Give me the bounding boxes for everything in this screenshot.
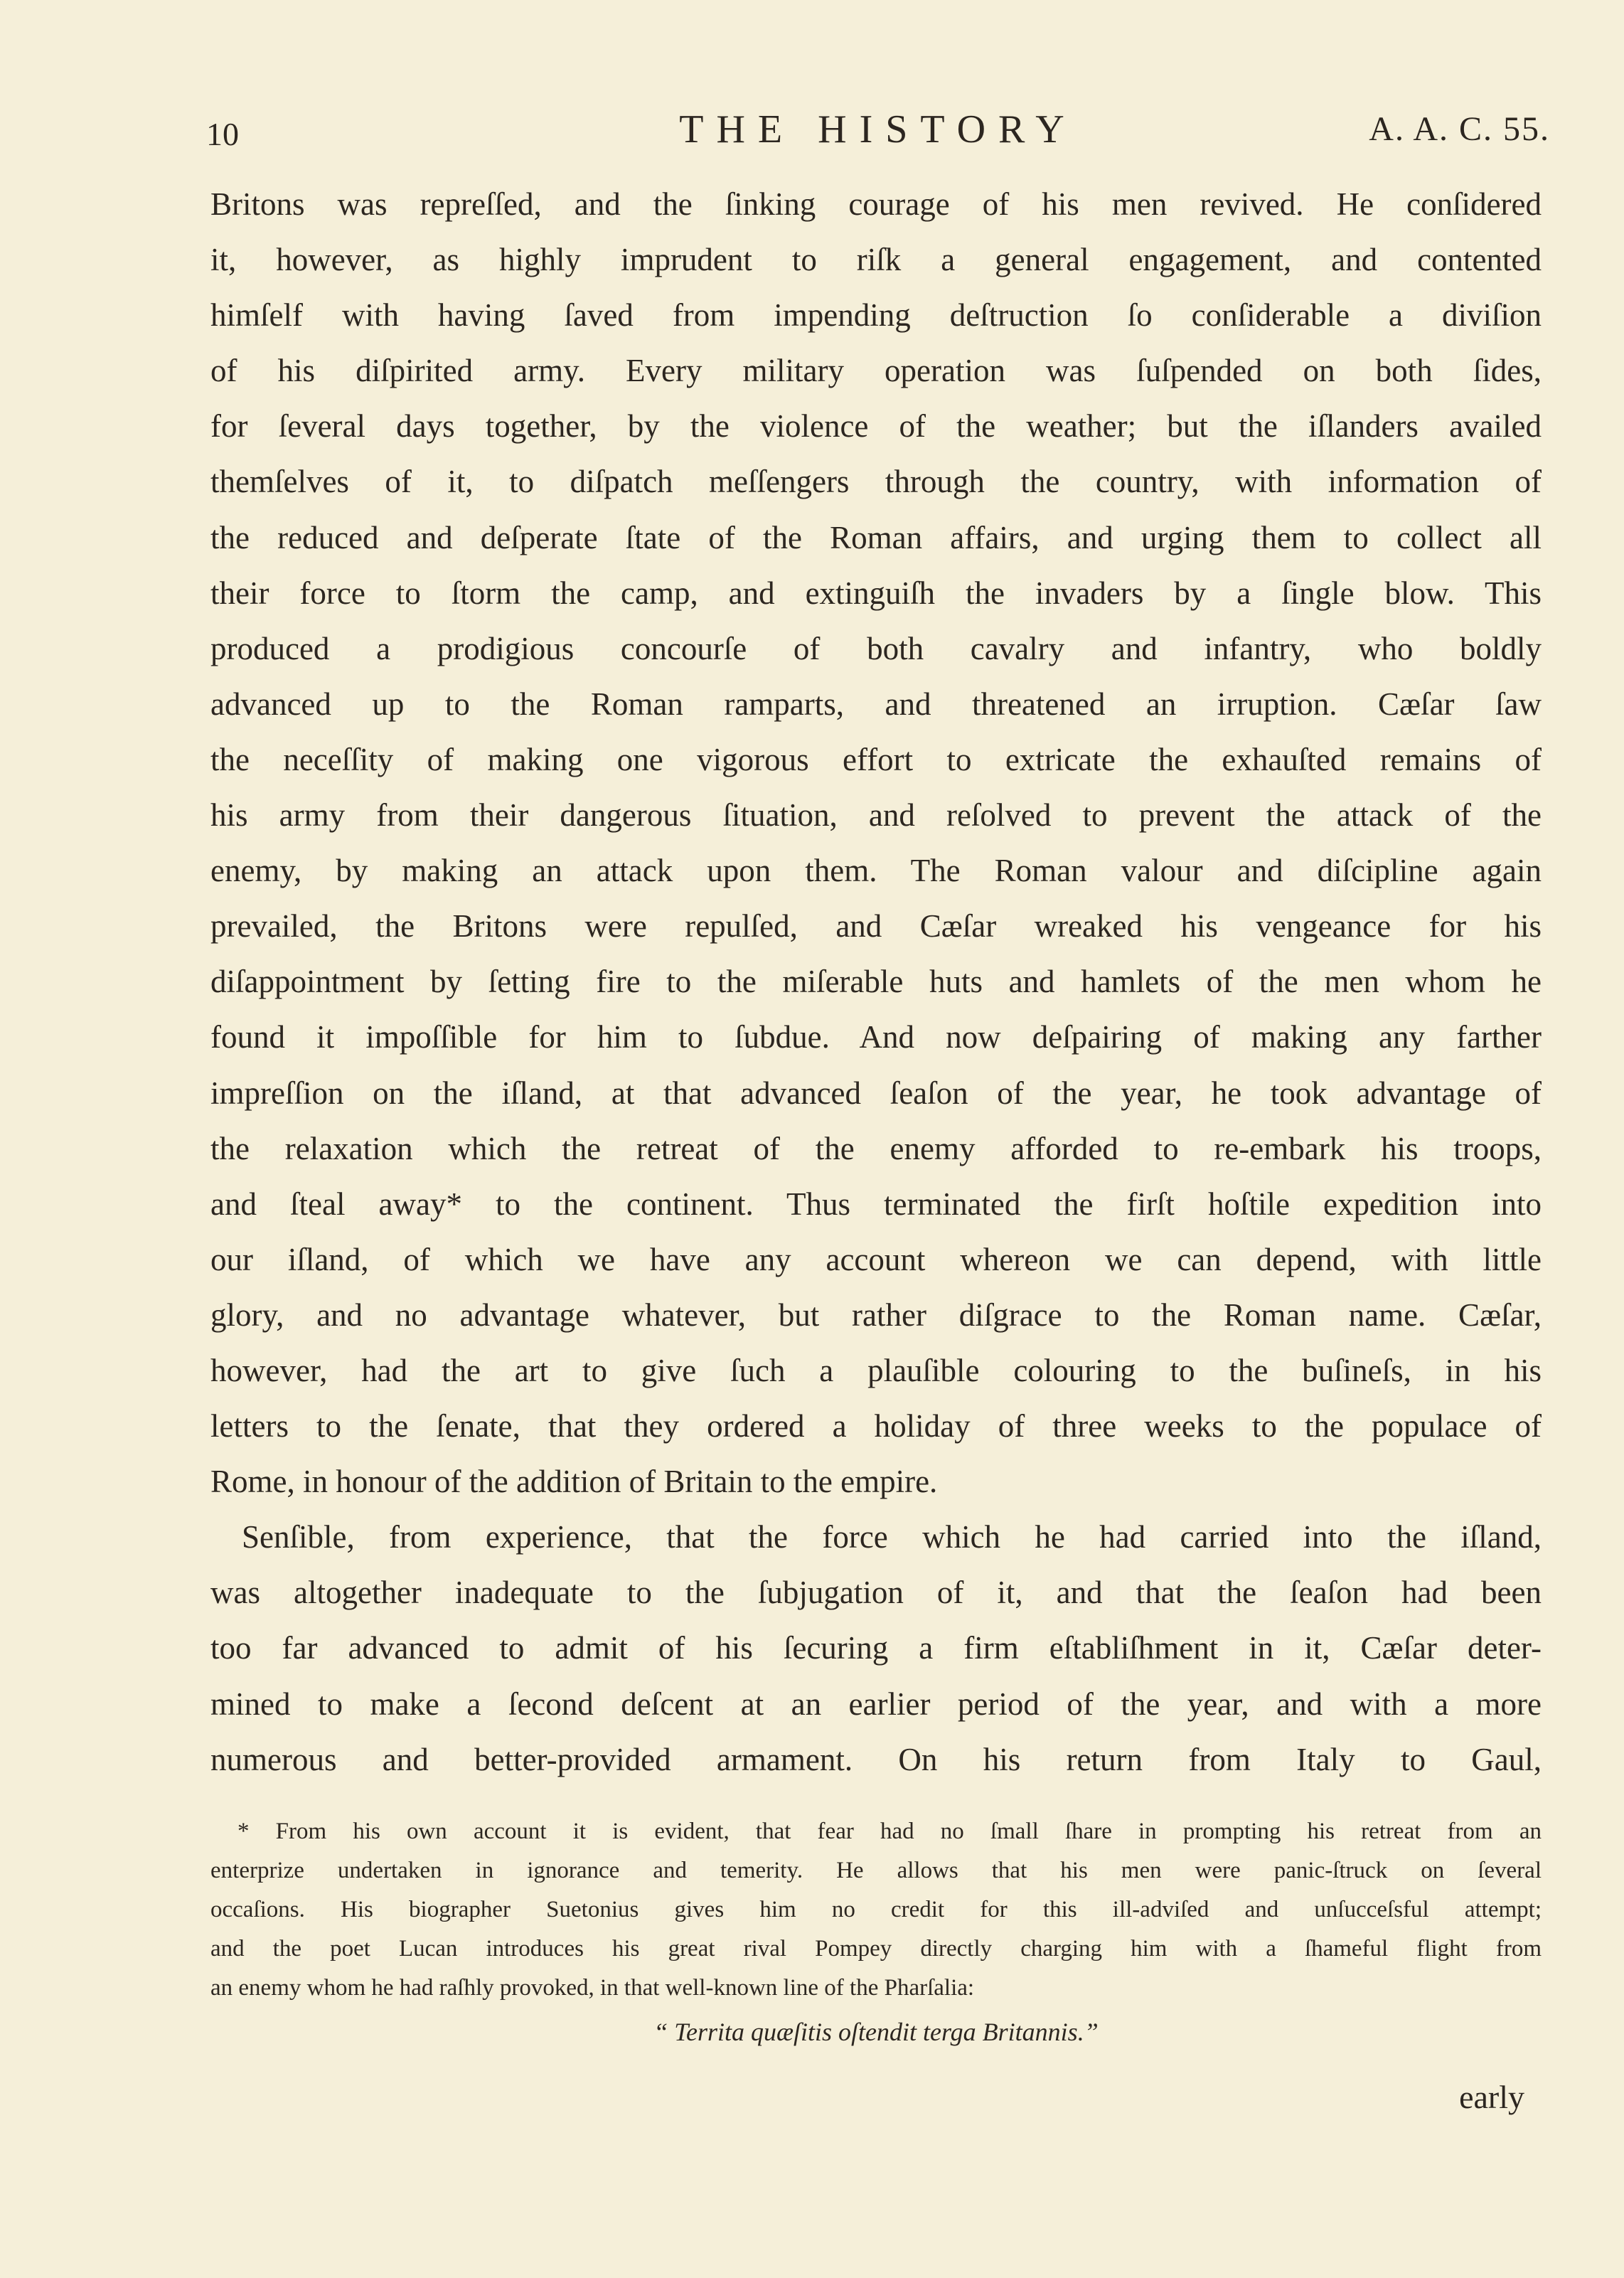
- footnote: [210, 1812, 1542, 2053]
- text-line: our iſland, of which we have any account whereon we can depend, with little: [210, 1241, 1542, 1277]
- text-line: letters to the ſenate, that they ordered a holiday of three weeks to the populace of: [210, 1408, 1542, 1444]
- text-line: the relaxation which the retreat of the enemy afforded to re-embark his troops,: [210, 1130, 1542, 1166]
- text-line: however, had the art to give ſuch a plauſible colouring to the buſineſs, in his: [210, 1352, 1542, 1388]
- text-line: was altogether inadequate to the ſubjugation of it, and that the ſeaſon had been: [210, 1575, 1542, 1611]
- text-line: the reduced and deſperate ſtate of the Roman affairs, and urging them to collect all: [210, 519, 1542, 555]
- main-text: [210, 176, 1542, 1787]
- text-line: impreſſion on the iſland, at that advanced ſeaſon of the year, he took advantage of: [210, 1075, 1542, 1111]
- text-line: numerous and better-provided armament. On his return from Italy to Gaul,: [210, 1741, 1542, 1777]
- footnote-line: * From his own account it is evident, that fear had no ſmall ſhare in prompting his retreat from an: [237, 1819, 1542, 1844]
- text-line: advanced up to the Roman ramparts, and threatened an irruption. Cæſar ſaw: [210, 686, 1542, 722]
- footnote-line: an enemy whom he had raſhly provoked, in that well-known line of the Pharſalia:: [210, 1975, 975, 2001]
- text-line: for ſeveral days together, by the violence of the weather; but the iſlanders availed: [210, 408, 1542, 445]
- text-line: found it impoſſible for him to ſubdue. And now deſpairing of making any farther: [210, 1019, 1542, 1055]
- text-line: Britons was repreſſed, and the ſinking courage of his men revived. He conſidered: [210, 186, 1542, 222]
- text-line: enemy, by making an attack upon them. The Roman valour and diſcipline again: [210, 853, 1542, 889]
- page-number: 10: [206, 116, 239, 152]
- footnote-line: and the poet Lucan introduces his great rival Pompey directly charging him with a ſhameful flight from: [210, 1936, 1542, 1962]
- header-date: A. A. C. 55.: [1369, 110, 1550, 148]
- text-line: Rome, in honour of the addition of Britain to the empire.: [210, 1464, 938, 1500]
- text-line: himſelf with having ſaved from impending deſtruction ſo conſiderable a diviſion: [210, 297, 1542, 334]
- text-line: produced a prodigious concourſe of both cavalry and infantry, who boldly: [210, 630, 1542, 666]
- catchword: early: [1459, 2079, 1524, 2115]
- text-line: mined to make a ſecond deſcent at an earlier period of the year, and with a more: [210, 1686, 1542, 1722]
- text-line: Senſible, from experience, that the force which he had carried into the iſland,: [242, 1519, 1542, 1555]
- text-line: prevailed, the Britons were repulſed, and Cæſar wreaked his vengeance for his: [210, 908, 1542, 944]
- text-line: themſelves of it, to diſpatch meſſengers through the country, with information of: [210, 464, 1542, 500]
- text-line: and ſteal away* to the continent. Thus terminated the firſt hoſtile expedition into: [210, 1186, 1542, 1222]
- running-header: [206, 107, 1550, 164]
- text-line: the neceſſity of making one vigorous effort to extricate the exhauſted remains of: [210, 741, 1542, 777]
- footnote-line: occaſions. His biographer Suetonius gives him no credit for this ill-adviſed and unſucceſsful attempt;: [210, 1897, 1542, 1922]
- text-line: his army from their dangerous ſituation, and reſolved to prevent the attack of the: [210, 797, 1542, 834]
- text-line: diſappointment by ſetting fire to the miſerable huts and hamlets of the men whom he: [210, 964, 1542, 1000]
- text-line: their force to ſtorm the camp, and extinguiſh the invaders by a ſingle blow. This: [210, 575, 1542, 611]
- text-line: too far advanced to admit of his ſecuring a firm eſtabliſhment in it, Cæſar deter-: [210, 1630, 1542, 1666]
- text-line: glory, and no advantage whatever, but rather diſgrace to the Roman name. Cæſar,: [210, 1297, 1542, 1333]
- running-title: THE HISTORY: [679, 107, 1077, 151]
- footnote-line: enterprize undertaken in ignorance and temerity. He allows that his men were panic-ſtruck on ſeveral: [210, 1858, 1542, 1883]
- footnote-quote: “ Territa quæſitis oſtendit terga Britannis.”: [653, 2018, 1099, 2046]
- text-line: of his diſpirited army. Every military operation was ſuſpended on both ſides,: [210, 353, 1542, 389]
- text-line: it, however, as highly imprudent to riſk a general engagement, and contented: [210, 242, 1542, 278]
